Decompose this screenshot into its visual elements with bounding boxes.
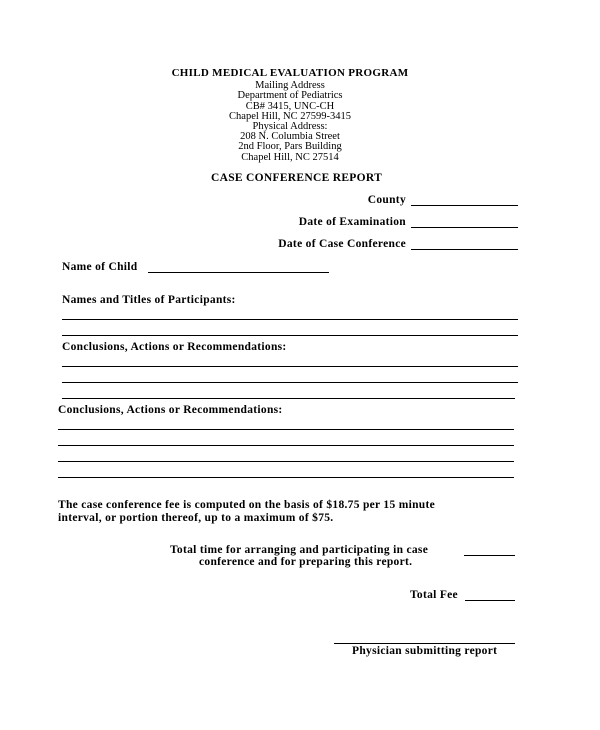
total-fee-field[interactable] [465, 600, 515, 601]
participants-line[interactable] [62, 319, 518, 320]
conclusions-line[interactable] [58, 445, 514, 446]
date-of-case-conference-field[interactable] [411, 249, 518, 250]
physician-label: Physician submitting report [352, 645, 498, 657]
conclusions-line[interactable] [58, 461, 514, 462]
conclusions-label: Conclusions, Actions or Recommendations: [58, 404, 283, 416]
program-header [0, 68, 580, 163]
total-time-text: Total time for arranging and participating in case [170, 544, 429, 556]
conclusions-line[interactable] [62, 366, 518, 367]
report-title: CASE CONFERENCE REPORT [211, 172, 383, 184]
address-line: 2nd Floor, Pars Building [238, 141, 342, 153]
address-line: Department of Pediatrics [237, 90, 343, 102]
address-line: Chapel Hill, NC 27514 [241, 151, 339, 163]
conclusions-label: Conclusions, Actions or Recommendations: [62, 341, 287, 353]
county-field[interactable] [411, 205, 518, 206]
address-line: Chapel Hill, NC 27599-3415 [229, 110, 351, 122]
fee-text: The case conference fee is computed on the basis of $18.75 per 15 minute [58, 499, 435, 511]
physician-signature-field[interactable] [334, 643, 515, 644]
date-of-examination-field[interactable] [411, 227, 518, 228]
address-line: Mailing Address [255, 80, 325, 92]
total-time-text: conference and for preparing this report. [199, 556, 413, 568]
conclusions-line[interactable] [58, 477, 514, 478]
conclusions-line[interactable] [62, 398, 515, 399]
conclusions-line[interactable] [62, 382, 518, 383]
total-time-field[interactable] [464, 555, 515, 556]
participants-label: Names and Titles of Participants: [62, 294, 236, 306]
date-of-examination-label: Date of Examination [298, 216, 406, 228]
name-of-child-label: Name of Child [62, 261, 138, 273]
conclusions-line[interactable] [58, 429, 514, 430]
fee-text: interval, or portion thereof, up to a maximum of $75. [58, 512, 334, 524]
address-line: Physical Address: [252, 121, 328, 133]
total-fee-label: Total Fee [410, 589, 458, 601]
date-of-case-conference-label: Date of Case Conference [278, 238, 406, 250]
county-label: County [367, 194, 406, 206]
participants-line[interactable] [62, 335, 518, 336]
address-line: 208 N. Columbia Street [240, 131, 340, 143]
name-of-child-field[interactable] [148, 272, 329, 273]
program-title: CHILD MEDICAL EVALUATION PROGRAM [171, 67, 409, 79]
address-line: CB# 3415, UNC-CH [245, 100, 335, 112]
